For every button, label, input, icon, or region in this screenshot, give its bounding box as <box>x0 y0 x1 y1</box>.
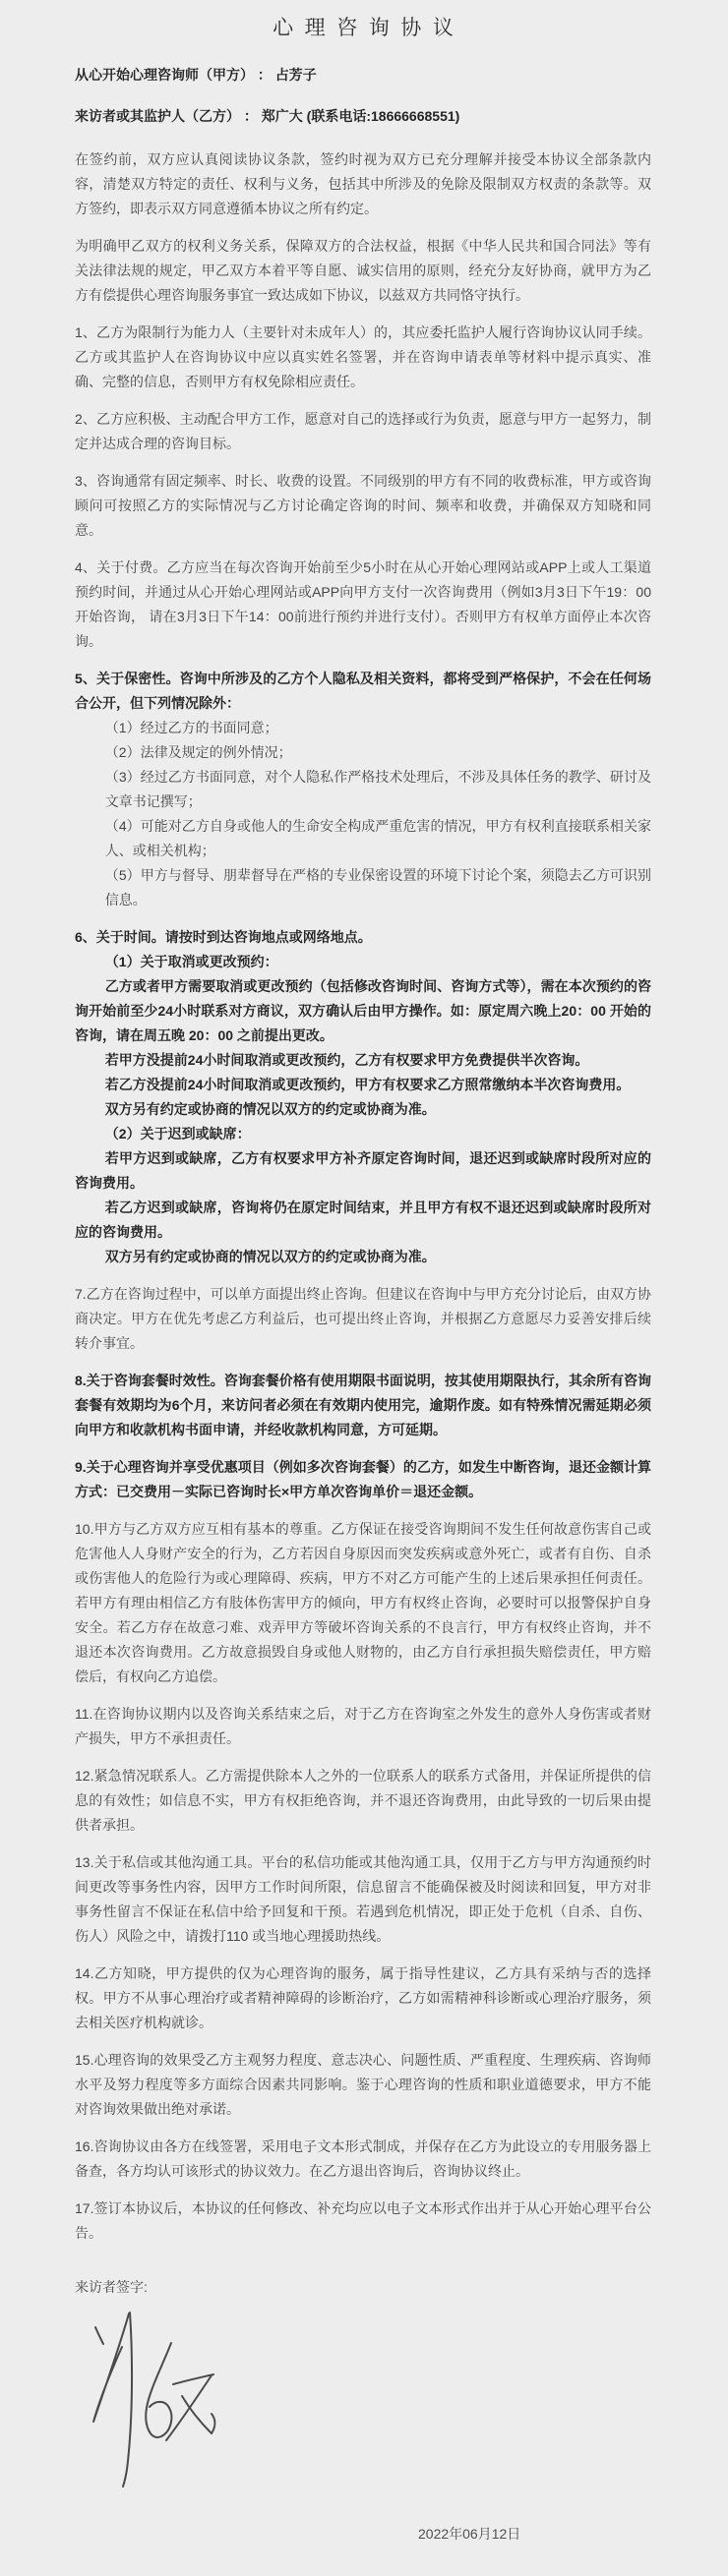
clause-paragraph: 乙方或者甲方需要取消或更改预约（包括修改咨询时间、咨询方式等），需在本次预约的咨询开始前至少24小时联系对方商议，双方确认后由甲方操作。如：原定周六晚上20：00 开始的咨询，请在周五晚 20：00 之前提出更改。 <box>75 978 651 1043</box>
clause-paragraph: 6、关于时间。请按时到达咨询地点或网络地点。 <box>75 929 372 945</box>
clause-paragraph: （2）法律及规定的例外情况； <box>104 744 292 760</box>
clause-paragraph: 16.咨询协议由各方在线签署，采用电子文本形式制成，并保存在乙方为此设立的专用服务器上备查，各方均认可该形式的协议效力。在乙方退出咨询后，咨询协议终止。 <box>75 2138 651 2179</box>
clause-paragraph: 双方另有约定或协商的情况以双方的约定或协商为准。 <box>104 1101 436 1117</box>
clause-paragraph: 7.乙方在咨询过程中，可以单方面提出终止咨询。但建议在咨询中与甲方充分讨论后，由双方协商决定。甲方在优先考虑乙方利益后，也可提出终止咨询，并根据乙方意愿尽力妥善安排后续转介事宜。 <box>75 1286 651 1351</box>
clause-paragraph: 14.乙方知晓，甲方提供的仅为心理咨询的服务，属于指导性建议，乙方具有采纳与否的选择权。甲方不从事心理治疗或者精神障碍的诊断治疗，乙方如需精神科诊断或心理治疗服务，须去相关医疗机构就诊。 <box>75 1965 651 2030</box>
clause-paragraph: 在签约前，双方应认真阅读协议条款，签约时视为双方已充分理解并接受本协议全部条款内容，清楚双方特定的责任、权利与义务，包括其中所涉及的免除及限制双方权责的条款等。双方签约，即表示双方同意遵循本协议之所有约定。 <box>75 151 651 216</box>
clause-paragraph: 双方另有约定或协商的情况以双方的约定或协商为准。 <box>104 1249 436 1264</box>
clause-paragraph: 3、咨询通常有固定频率、时长、收费的设置。不同级别的甲方有不同的收费标准，甲方或咨询顾问可按照乙方的实际情况与乙方讨论确定咨询的时间、频率和收费，并确保双方知晓和同意。 <box>75 473 651 538</box>
signature-label: 来访者签字: <box>75 2279 148 2295</box>
page-title: 心理咨询协议 <box>273 17 465 39</box>
clause-paragraph: 15.心理咨询的效果受乙方主观努力程度、意志决心、问题性质、严重程度、生理疾病、咨询师水平及努力程度等多方面综合因素共同影响。鉴于心理咨询的性质和职业道德要求，甲方不能对咨询效果做出绝对承诺。 <box>75 2052 651 2117</box>
clause-paragraph: 4、关于付费。乙方应当在每次咨询开始前至少5小时在从心开始心理网站或APP上或人工渠道预约时间，并通过从心开始心理网站或APP向甲方支付一次咨询费用（例如3月3日下午19：00开始咨询， 请在3月3日下午14：00前进行预约并进行支付）。否则甲方有权单方面停止本次咨询。 <box>75 559 651 649</box>
clause-paragraph: 2、乙方应积极、主动配合甲方工作，愿意对自己的选择或行为负责，愿意与甲方一起努力，制定并达成合理的咨询目标。 <box>75 411 651 451</box>
clause-paragraph: 5、关于保密性。咨询中所涉及的乙方个人隐私及相关资料，都将受到严格保护，不会在任何场合公开，但下列情况除外： <box>75 671 651 711</box>
clauses-container <box>75 147 651 2246</box>
handwritten-signature <box>92 2312 319 2547</box>
clause-paragraph: 1、乙方为限制行为能力人（主要针对未成年人）的，其应委托监护人履行咨询协议认同手续。乙方或其监护人在咨询协议中应以真实姓名签署，并在咨询申请表单等材料中提示真实、准确、完整的信息，否则甲方有权免除相应责任。 <box>75 324 651 389</box>
signature-area <box>92 2312 651 2549</box>
clause-paragraph: 8.关于咨询套餐时效性。咨询套餐价格有使用期限书面说明，按其使用期限执行，其余所有咨询套餐有效期均为6个月，来访问者必须在有效期内使用完，逾期作废。如有特殊情况需延期必须向甲方和收款机构书面申请，并经收款机构同意，方可延期。 <box>75 1373 651 1437</box>
clause-paragraph: （3）经过乙方书面同意，对个人隐私作严格技术处理后，不涉及具体任务的教学、研讨及文章书记撰写； <box>104 769 651 809</box>
party-a-line: 从心开始心理咨询师（甲方） ： 占芳子 <box>75 67 317 83</box>
clause-paragraph: 若甲方没提前24小时间取消或更改预约，乙方有权要求甲方免费提供半次咨询。 <box>104 1052 589 1068</box>
clause-paragraph: 17.签订本协议后，本协议的任何修改、补充均应以电子文本形式作出并于从心开始心理平台公告。 <box>75 2200 651 2241</box>
party-b-line: 来访者或其监护人（乙方） ： 郑广大 (联系电话:18666668551) <box>75 108 460 124</box>
clause-paragraph: （2）关于迟到或缺席： <box>104 1126 251 1142</box>
clause-paragraph: （5）甲方与督导、朋辈督导在严格的专业保密设置的环境下讨论个案，须隐去乙方可识别信息。 <box>104 867 651 907</box>
clause-paragraph: 若甲方迟到或缺席，乙方有权要求甲方补齐原定咨询时间，退还迟到或缺席时段所对应的咨询费用。 <box>75 1150 651 1191</box>
clause-paragraph: 若乙方没提前24小时间取消或更改预约，甲方有权要求乙方照常缴纳本半次咨询费用。 <box>104 1077 631 1092</box>
agreement-date: 2022年06月12日 <box>418 2526 521 2542</box>
clause-paragraph: 为明确甲乙双方的权利义务关系，保障双方的合法权益，根据《中华人民共和国合同法》等有关法律法规的规定，甲乙双方本着平等自愿、诚实信用的原则，经充分友好协商，就甲方为乙方有偿提供心理咨询服务事宜一致达成如下协议，以兹双方共同恪守执行。 <box>75 238 651 303</box>
clause-paragraph: 10.甲方与乙方双方应互相有基本的尊重。乙方保证在接受咨询期间不发生任何故意伤害自己或危害他人人身财产安全的行为，乙方若因自身原因而突发疾病或意外死亡，或者有自伤、自杀或伤害他人的危险行为或心理障碍、疾病，甲方不对乙方可能产生的上述后果承担任何责任。若甲方有理由相信乙方有肢体伤害甲方的倾向，甲方有权终止咨询，必要时可以报警保护自身安全。若乙方存在故意刁难、戏弄甲方等破坏咨询关系的不良言行，甲方有权终止咨询，并不退还本次咨询费用。乙方故意损毁自身或他人财物的，由乙方自行承担损失赔偿责任，甲方赔偿后，有权向乙方追偿。 <box>75 1521 651 1684</box>
clause-paragraph: 9.关于心理咨询并享受优惠项目（例如多次咨询套餐）的乙方，如发生中断咨询，退还金额计算方式：已交费用－实际已咨询时长×甲方单次咨询单价＝退还金额。 <box>75 1459 651 1499</box>
clause-paragraph: 11.在咨询协议期内以及咨询关系结束之后，对于乙方在咨询室之外发生的意外人身伤害或者财产损失，甲方不承担责任。 <box>75 1706 651 1746</box>
clause-paragraph: 若乙方迟到或缺席，咨询将仍在原定时间结束，并且甲方有权不退还迟到或缺席时段所对应的咨询费用。 <box>75 1200 651 1240</box>
clause-paragraph: 12.紧急情况联系人。乙方需提供除本人之外的一位联系人的联系方式备用，并保证所提供的信息的有效性；如信息不实，甲方有权拒绝咨询，并不退还咨询费用，由此导致的一切后果由提供者承担。 <box>75 1768 651 1833</box>
clause-paragraph: （1）经过乙方的书面同意； <box>104 720 278 735</box>
clause-paragraph: 13.关于私信或其他沟通工具。平台的私信功能或其他沟通工具，仅用于乙方与甲方沟通预约时间更改等事务性内容，因甲方工作时间所限，信息留言不能确保被及时阅读和回复，甲方对非事务性留言不保证在私信中给予回复和干预。若遇到危机情况，即正处于危机（自杀、自伤、伤人）风险之中，请拨打110 或当地心理援助热线。 <box>75 1854 651 1944</box>
clause-paragraph: （4）可能对乙方自身或他人的生命安全构成严重危害的情况，甲方有权利直接联系相关家人、或相关机构； <box>104 818 651 858</box>
clause-paragraph: （1）关于取消或更改预约： <box>104 954 278 969</box>
